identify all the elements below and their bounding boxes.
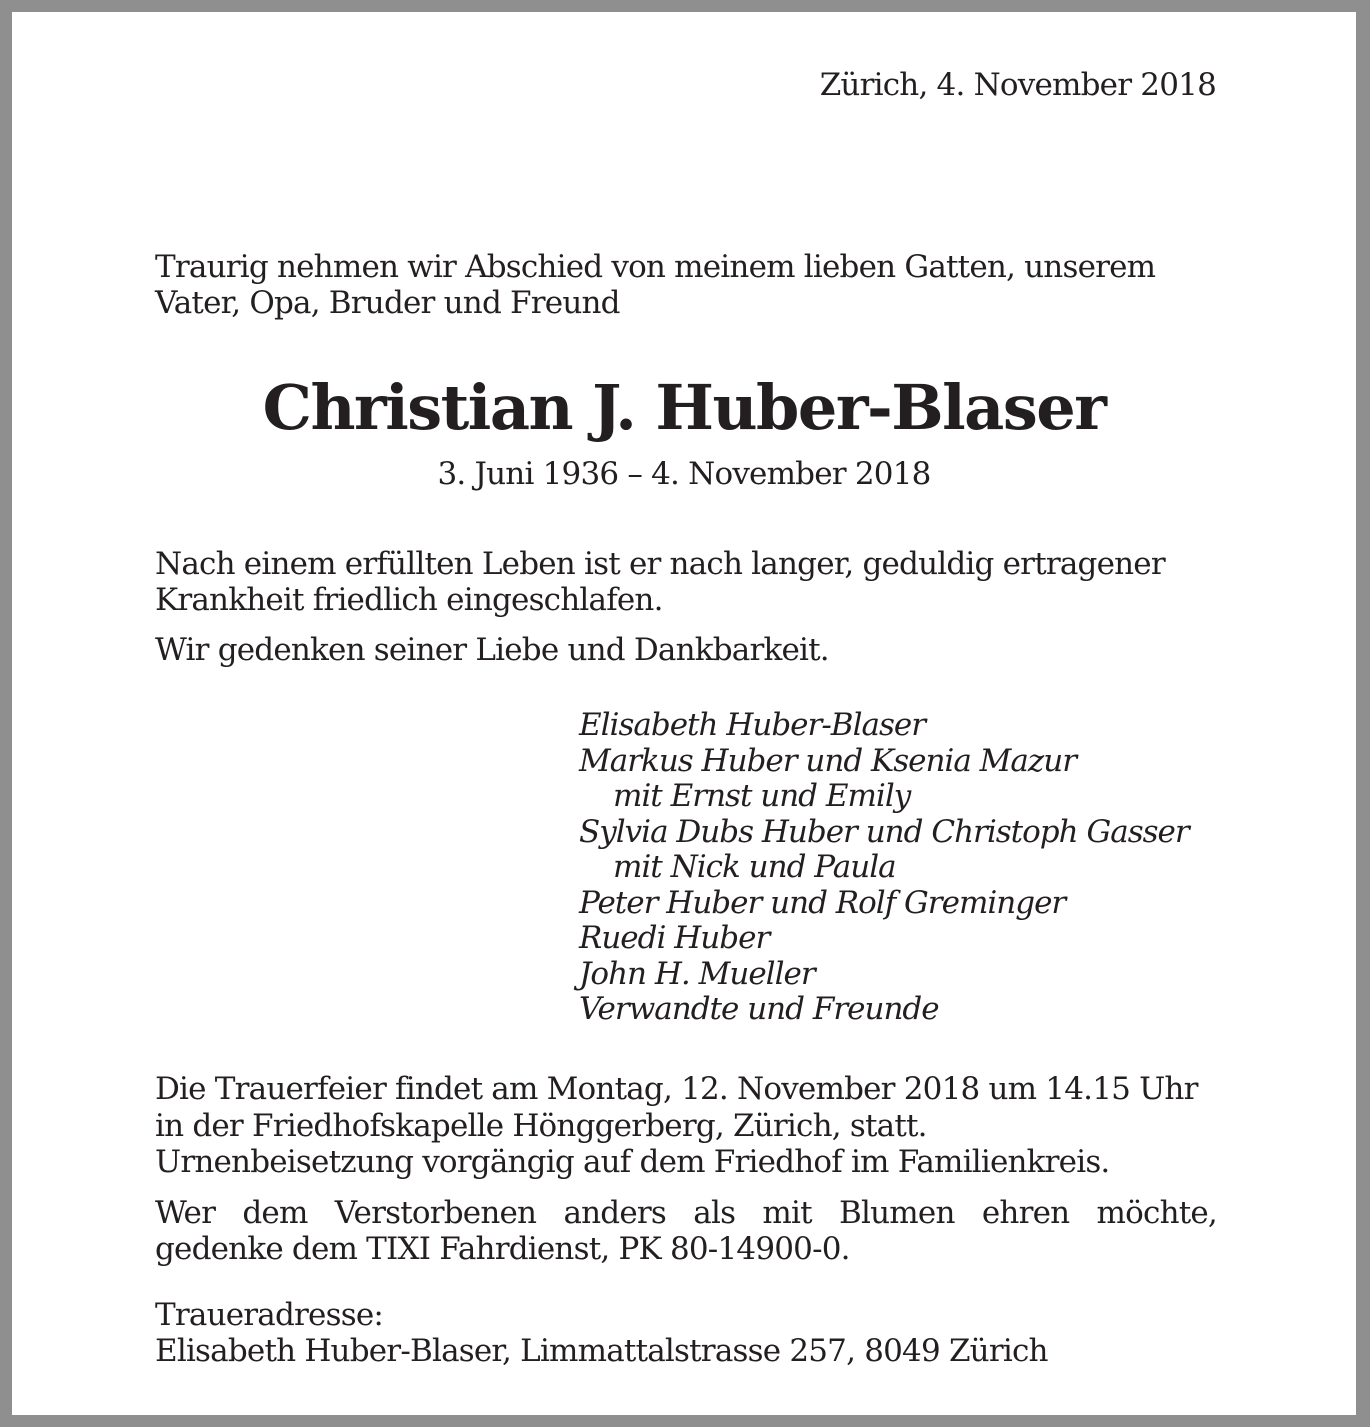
mourner-entry: Markus Huber und Ksenia Mazur bbox=[579, 742, 1077, 779]
address-label: Traueradresse: bbox=[155, 1297, 384, 1333]
mourners-list bbox=[579, 708, 1189, 1028]
funeral-line-3: Urnenbeisetzung vorgängig auf dem Friedhof im Familienkreis. bbox=[155, 1144, 1110, 1180]
funeral-info bbox=[155, 1071, 1198, 1181]
address-value: Elisabeth Huber-Blaser, Limmattalstrasse 257, 8049 Zürich bbox=[155, 1333, 1048, 1369]
funeral-line-1: Die Trauerfeier findet am Montag, 12. November 2018 um 14.15 Uhr bbox=[155, 1071, 1198, 1107]
life-paragraph-line-1: Nach einem erfüllten Leben ist er nach langer, geduldig ertragener bbox=[155, 546, 1165, 582]
deceased-name: Christian J. Huber-Blaser bbox=[262, 371, 1106, 444]
donation-line-1: Wer dem Verstorbenen anders als mit Blumen ehren möchte, bbox=[155, 1195, 1217, 1231]
life-paragraph-line-2: Krankheit friedlich eingeschlafen. bbox=[155, 582, 663, 618]
funeral-line-2: in der Friedhofskapelle Hönggerberg, Zürich, statt. bbox=[155, 1107, 927, 1144]
mourner-entry: John H. Mueller bbox=[579, 955, 815, 992]
mourner-entry: Ruedi Huber bbox=[579, 920, 770, 956]
mourner-entry: Elisabeth Huber-Blaser bbox=[579, 707, 926, 743]
intro-text bbox=[155, 249, 1155, 321]
place-date: Zürich, 4. November 2018 bbox=[819, 67, 1216, 103]
donation-line-2: gedenke dem TIXI Fahrdienst, PK 80-14900-0. bbox=[155, 1231, 850, 1267]
mourner-entry: Peter Huber und Rolf Greminger bbox=[579, 884, 1066, 921]
donation-info bbox=[155, 1195, 1217, 1267]
life-dates: 3. Juni 1936 – 4. November 2018 bbox=[437, 456, 931, 492]
life-paragraph bbox=[155, 546, 1165, 618]
intro-line-1: Traurig nehmen wir Abschied von meinem lieben Gatten, unserem bbox=[155, 249, 1156, 285]
mourner-entry: Sylvia Dubs Huber und Christoph Gasser bbox=[579, 813, 1189, 850]
intro-line-2: Vater, Opa, Bruder und Freund bbox=[155, 285, 620, 321]
remembrance-text: Wir gedenken seiner Liebe und Dankbarkeit. bbox=[155, 632, 829, 668]
mourner-entry-sub: mit Nick und Paula bbox=[613, 849, 896, 885]
mourner-entry-sub: mit Ernst und Emily bbox=[613, 778, 911, 814]
mourner-entry: Verwandte und Freunde bbox=[579, 991, 939, 1027]
mourning-address bbox=[155, 1297, 1048, 1369]
obituary-card bbox=[12, 12, 1356, 1415]
